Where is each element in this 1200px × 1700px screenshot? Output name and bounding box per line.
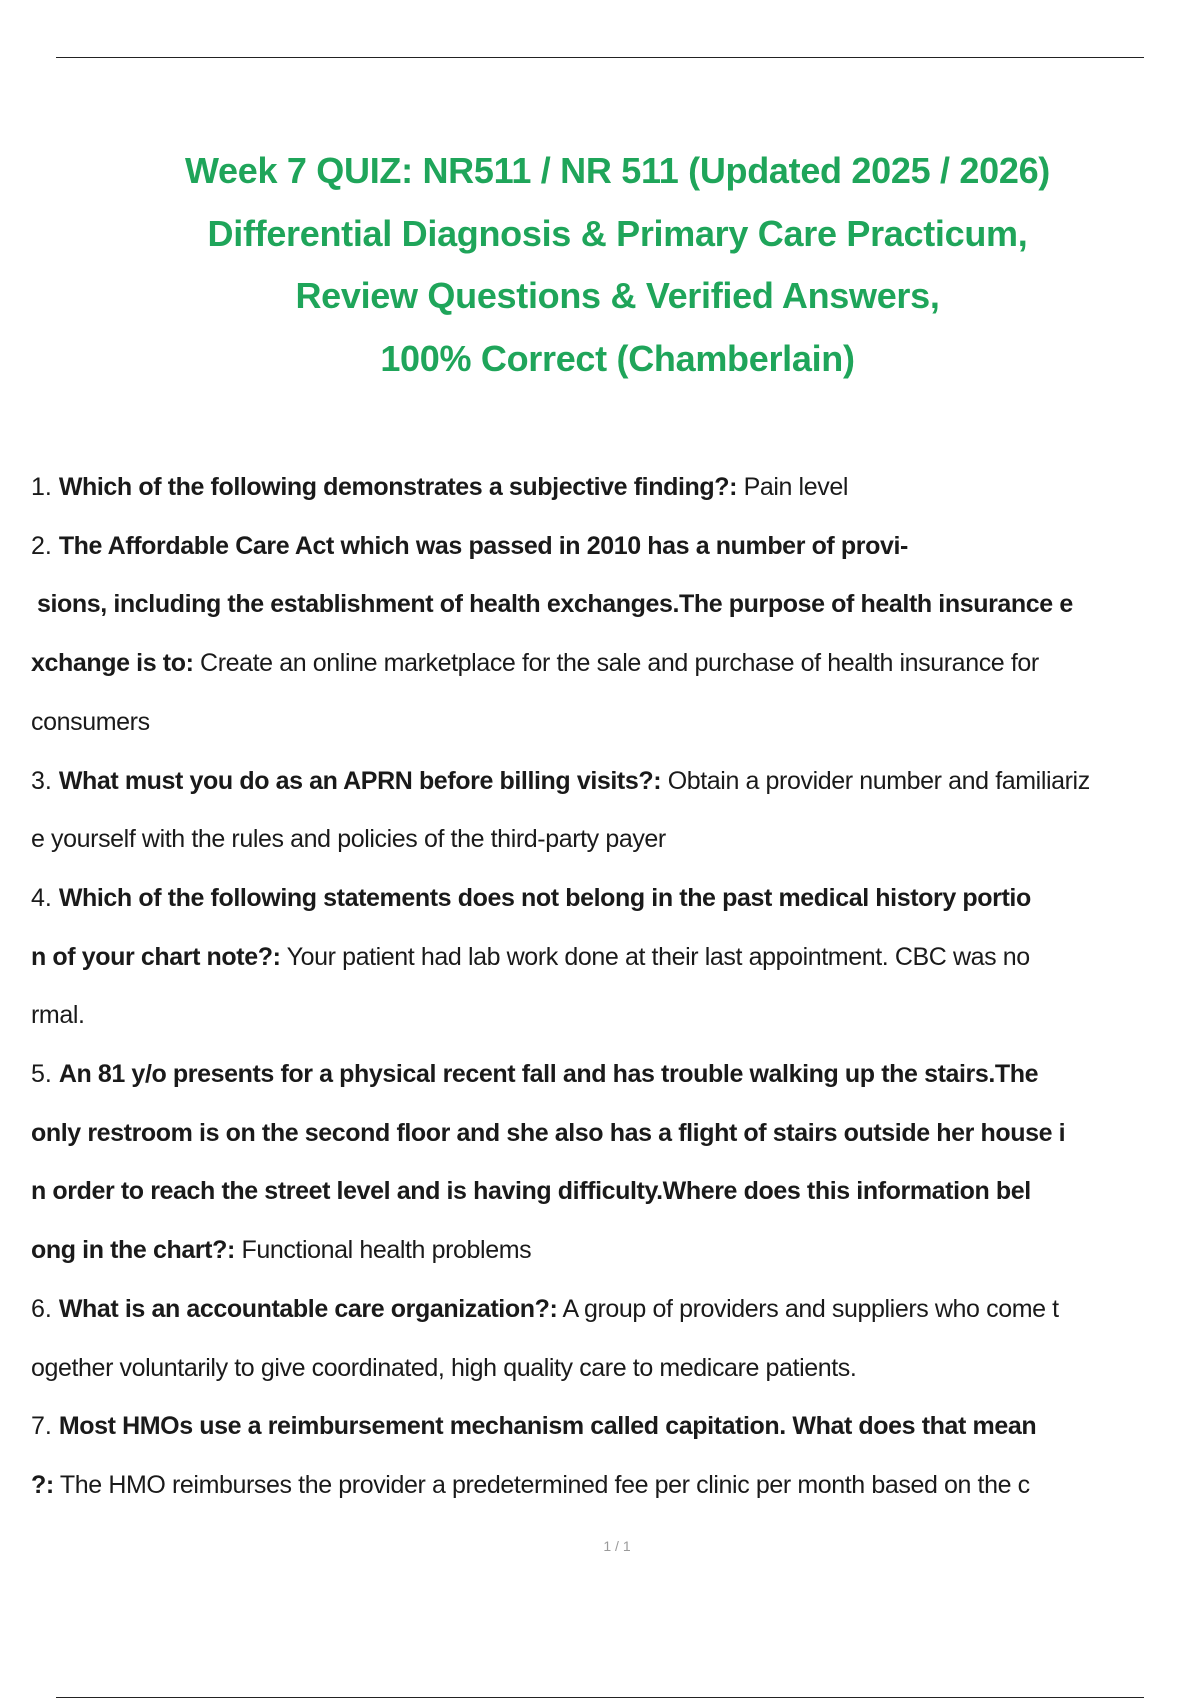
title-line-3: Review Questions & Verified Answers,: [295, 275, 940, 316]
question-item: [31, 1280, 1200, 1397]
question-number: 2.: [31, 531, 52, 560]
question-line: [31, 986, 1200, 1045]
question-text: What is an accountable care organization?:: [58, 1294, 558, 1323]
question-line: [31, 634, 1200, 693]
question-line: [31, 1221, 1200, 1280]
question-line: [31, 517, 1200, 576]
question-line: [31, 1456, 1200, 1515]
question-number: 1.: [31, 473, 52, 501]
question-number: 6.: [31, 1294, 52, 1323]
question-text: only restroom is on the second floor and she also has a flight of stairs outside her house i: [31, 1118, 1066, 1147]
question-text: Most HMOs use a reimbursement mechanism called capitation. What does that mean: [58, 1412, 1037, 1441]
document-title: [60, 140, 1175, 390]
answer-text: ogether voluntarily to give coordinated, high quality care to medicare patients.: [31, 1353, 857, 1382]
question-line: [31, 1397, 1200, 1456]
answer-text: Your patient had lab work done at their last appointment. CBC was no: [280, 942, 1030, 971]
question-text: What must you do as an APRN before billing visits?:: [58, 766, 662, 795]
answer-text: e yourself with the rules and policies of the third-party payer: [31, 825, 666, 854]
question-line: [31, 693, 1200, 752]
question-line: [31, 928, 1200, 987]
answer-text: The HMO reimburses the provider a predetermined fee per clinic per month based on the c: [53, 1470, 1030, 1499]
question-item: [31, 1397, 1200, 1514]
question-text: ong in the chart?:: [31, 1236, 235, 1265]
question-item: [31, 752, 1200, 869]
page-number: 1 / 1: [603, 1538, 631, 1554]
question-text: xchange is to:: [31, 649, 194, 678]
answer-text: consumers: [31, 707, 150, 736]
question-text: Which of the following statements does not belong in the past medical history portio: [58, 883, 1031, 912]
answer-text: Pain level: [737, 473, 848, 501]
question-line: [31, 1045, 1200, 1104]
title-line-4: 100% Correct (Chamberlain): [380, 337, 855, 379]
title-line-1: Week 7 QUIZ: NR511 / NR 511 (Updated 2025 / 2026): [184, 150, 1050, 191]
question-text: Which of the following demonstrates a subjective finding?:: [58, 473, 738, 501]
question-number: 3.: [31, 766, 52, 795]
question-number: 7.: [31, 1412, 52, 1441]
question-text: An 81 y/o presents for a physical recent fall and has trouble walking up the stairs.The: [58, 1060, 1039, 1089]
question-text: n order to reach the street level and is having difficulty.Where does this information bel: [31, 1177, 1031, 1206]
answer-text: A group of providers and suppliers who come t: [557, 1294, 1059, 1323]
question-text: n of your chart note?:: [31, 942, 281, 971]
question-line: [31, 458, 1200, 517]
question-text: sions, including the establishment of health exchanges.The purpose of health insurance e: [37, 590, 1073, 619]
question-item: [31, 869, 1200, 1045]
question-line: [31, 1104, 1200, 1163]
top-rule: [56, 57, 1144, 58]
question-line: [31, 1162, 1200, 1221]
question-line: [31, 869, 1200, 928]
answer-text: Create an online marketplace for the sale and purchase of health insurance for: [193, 649, 1039, 678]
question-line: [31, 1339, 1200, 1398]
question-number: 5.: [31, 1060, 52, 1089]
answer-text: rmal.: [31, 1001, 85, 1030]
answer-text: Obtain a provider number and familiariz: [661, 766, 1090, 795]
question-text: The Affordable Care Act which was passed in 2010 has a number of provi-: [58, 531, 908, 560]
question-line: [31, 575, 1200, 634]
question-line: [31, 1280, 1200, 1339]
question-list: [31, 458, 1200, 1515]
question-item: [31, 458, 1200, 517]
answer-text: Functional health problems: [234, 1236, 532, 1265]
question-line: [31, 810, 1200, 869]
question-item: [31, 517, 1200, 752]
title-line-2: Differential Diagnosis & Primary Care Practicum,: [207, 212, 1028, 254]
question-text: ?:: [31, 1470, 54, 1499]
question-number: 4.: [31, 883, 52, 912]
question-item: [31, 1045, 1200, 1280]
bottom-rule: [56, 1697, 1144, 1698]
question-line: [31, 752, 1200, 811]
